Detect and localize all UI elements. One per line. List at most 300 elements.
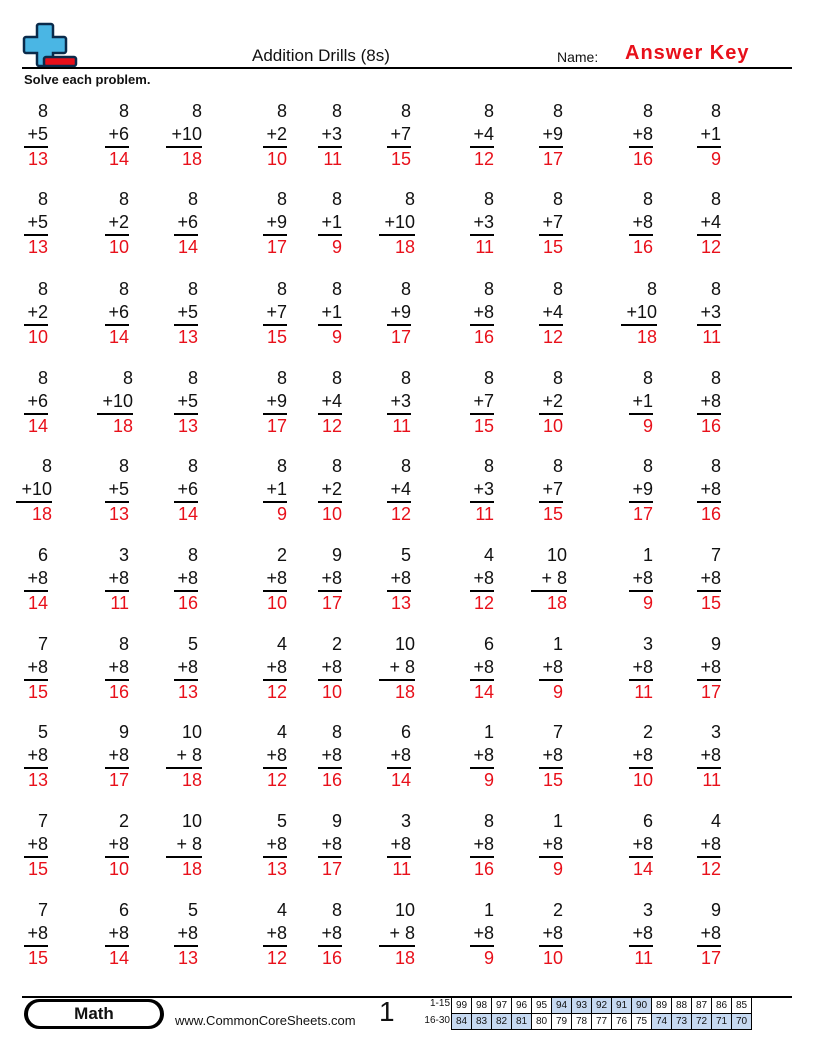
sum-line	[174, 679, 198, 681]
sum-line	[263, 324, 287, 326]
sum-line	[166, 767, 202, 769]
addend-bottom: + 8	[389, 923, 415, 943]
addend-bottom: +2	[266, 124, 287, 144]
score-cell: 70	[732, 1014, 752, 1030]
answer-sum: 17	[108, 770, 129, 790]
addend-top: 3	[710, 722, 721, 742]
addition-problem	[172, 545, 198, 615]
addend-bottom: +8	[266, 657, 287, 677]
score-row	[452, 998, 752, 1014]
sum-line	[629, 856, 653, 858]
answer-sum: 10	[266, 593, 287, 613]
addend-top: 8	[331, 722, 342, 742]
answer-sum: 15	[700, 593, 721, 613]
addend-top: 7	[710, 545, 721, 565]
sum-line	[105, 146, 129, 148]
addend-bottom: +4	[321, 391, 342, 411]
answer-sum: 12	[266, 682, 287, 702]
addend-bottom: +8	[473, 657, 494, 677]
sum-line	[318, 324, 342, 326]
addend-bottom: +8	[108, 745, 129, 765]
answer-sum: 10	[542, 948, 563, 968]
addend-bottom: +8	[321, 923, 342, 943]
sum-line	[105, 856, 129, 858]
sum-line	[539, 234, 563, 236]
addend-bottom: +1	[321, 302, 342, 322]
addend-bottom: +7	[266, 302, 287, 322]
addend-bottom: +3	[321, 124, 342, 144]
addend-top: 8	[642, 189, 653, 209]
answer-sum: 9	[552, 682, 563, 702]
addend-bottom: +8	[177, 657, 198, 677]
score-cell: 92	[592, 998, 612, 1014]
addition-problem	[316, 900, 342, 970]
sum-line	[105, 234, 129, 236]
sum-line	[470, 679, 494, 681]
addend-bottom: +8	[108, 657, 129, 677]
addend-top: 4	[276, 900, 287, 920]
addend-top: 8	[552, 279, 563, 299]
addend-bottom: +5	[108, 479, 129, 499]
answer-sum: 15	[266, 327, 287, 347]
addition-problem	[695, 634, 721, 704]
addend-top: 8	[37, 368, 48, 388]
sum-line	[531, 590, 567, 592]
addend-bottom: +8	[27, 834, 48, 854]
addition-problem	[695, 545, 721, 615]
addend-top: 8	[552, 368, 563, 388]
addition-problem	[537, 279, 563, 349]
addition-problem	[695, 722, 721, 792]
addend-bottom: +8	[700, 391, 721, 411]
addition-problem	[695, 189, 721, 259]
addend-top: 8	[276, 456, 287, 476]
addition-problem	[316, 101, 342, 171]
answer-sum: 14	[632, 859, 653, 879]
addition-problem	[627, 634, 653, 704]
addition-problem	[316, 811, 342, 881]
addition-problem	[537, 189, 563, 259]
addend-bottom: +8	[700, 834, 721, 854]
addend-bottom: +1	[266, 479, 287, 499]
answer-sum: 13	[108, 504, 129, 524]
sum-line	[629, 501, 653, 503]
sum-line	[470, 413, 494, 415]
answer-sum: 12	[390, 504, 411, 524]
score-cell: 87	[692, 998, 712, 1014]
addition-problem	[377, 900, 415, 970]
sum-line	[166, 856, 202, 858]
sum-line	[621, 324, 657, 326]
sum-line	[105, 324, 129, 326]
score-cell: 81	[512, 1014, 532, 1030]
answer-sum: 18	[112, 416, 133, 436]
addend-bottom: +4	[542, 302, 563, 322]
addend-bottom: +4	[473, 124, 494, 144]
addition-problem	[468, 634, 494, 704]
sum-line	[318, 590, 342, 592]
addition-problem	[316, 456, 342, 526]
sum-line	[318, 501, 342, 503]
addition-problem	[103, 900, 129, 970]
answer-sum: 14	[108, 149, 129, 169]
addend-top: 3	[400, 811, 411, 831]
addition-problem	[172, 189, 198, 259]
addend-top: 8	[118, 279, 129, 299]
addition-problem	[695, 368, 721, 438]
answer-sum: 16	[473, 859, 494, 879]
answer-sum: 17	[700, 682, 721, 702]
sum-line	[24, 413, 48, 415]
addend-top: 2	[642, 722, 653, 742]
sum-line	[697, 679, 721, 681]
answer-sum: 18	[546, 593, 567, 613]
addend-bottom: +6	[27, 391, 48, 411]
answer-sum: 13	[177, 682, 198, 702]
sum-line	[379, 679, 415, 681]
addend-bottom: +8	[27, 923, 48, 943]
sum-line	[387, 413, 411, 415]
answer-sum: 16	[632, 149, 653, 169]
score-cell: 78	[572, 1014, 592, 1030]
score-row-label: 16-30	[424, 1015, 450, 1026]
instructions: Solve each problem.	[24, 72, 151, 87]
sum-line	[24, 767, 48, 769]
addition-problem	[385, 811, 411, 881]
addend-bottom: +6	[177, 479, 198, 499]
addend-bottom: +6	[108, 124, 129, 144]
addend-bottom: +7	[542, 479, 563, 499]
answer-sum: 10	[108, 859, 129, 879]
addend-bottom: +2	[108, 212, 129, 232]
addend-bottom: +8	[177, 568, 198, 588]
addition-problem	[316, 189, 342, 259]
answer-sum: 18	[31, 504, 52, 524]
answer-sum: 16	[473, 327, 494, 347]
addition-problem	[261, 811, 287, 881]
sum-line	[105, 945, 129, 947]
addend-top: 8	[187, 368, 198, 388]
addend-bottom: +8	[542, 745, 563, 765]
sum-line	[629, 413, 653, 415]
addend-top: 7	[37, 634, 48, 654]
addend-top: 8	[404, 189, 415, 209]
addend-bottom: +5	[27, 124, 48, 144]
addend-top: 8	[331, 189, 342, 209]
sum-line	[263, 413, 287, 415]
sum-line	[263, 146, 287, 148]
sum-line	[174, 501, 198, 503]
answer-sum: 14	[390, 770, 411, 790]
addend-top: 8	[400, 101, 411, 121]
answer-sum: 18	[394, 682, 415, 702]
answer-sum: 13	[266, 859, 287, 879]
sum-line	[470, 501, 494, 503]
addend-bottom: +8	[632, 834, 653, 854]
addend-top: 1	[552, 634, 563, 654]
answer-sum: 11	[634, 948, 653, 968]
sum-line	[174, 945, 198, 947]
addend-bottom: +3	[390, 391, 411, 411]
addend-top: 8	[400, 456, 411, 476]
addend-top: 3	[642, 900, 653, 920]
addition-problem	[695, 456, 721, 526]
score-cell: 98	[472, 998, 492, 1014]
addend-bottom: +7	[390, 124, 411, 144]
addend-bottom: +8	[632, 568, 653, 588]
addition-problem	[316, 722, 342, 792]
answer-sum: 9	[331, 237, 342, 257]
sum-line	[470, 767, 494, 769]
sum-line	[629, 679, 653, 681]
addend-top: 8	[118, 634, 129, 654]
score-cell: 97	[492, 998, 512, 1014]
answer-sum: 11	[392, 416, 411, 436]
addend-bottom: +8	[700, 568, 721, 588]
answer-sum: 13	[390, 593, 411, 613]
answer-sum: 15	[390, 149, 411, 169]
sum-line	[629, 945, 653, 947]
addend-top: 9	[710, 900, 721, 920]
sum-line	[697, 501, 721, 503]
sum-line	[697, 856, 721, 858]
addend-top: 8	[118, 101, 129, 121]
addend-bottom: +8	[473, 923, 494, 943]
sum-line	[24, 146, 48, 148]
addition-problem	[103, 811, 129, 881]
sum-line	[97, 413, 133, 415]
sum-line	[105, 590, 129, 592]
addend-bottom: +8	[473, 834, 494, 854]
addition-problem	[103, 456, 129, 526]
addend-top: 5	[276, 811, 287, 831]
sum-line	[318, 945, 342, 947]
addition-problem	[103, 279, 129, 349]
score-cell: 94	[552, 998, 572, 1014]
answer-sum: 11	[702, 770, 721, 790]
addend-top: 8	[642, 101, 653, 121]
addition-problem	[172, 456, 198, 526]
sum-line	[387, 767, 411, 769]
addend-top: 8	[400, 368, 411, 388]
addition-problem	[22, 101, 48, 171]
sum-line	[470, 945, 494, 947]
addition-problem	[537, 811, 563, 881]
sum-line	[539, 945, 563, 947]
addend-top: 7	[37, 900, 48, 920]
addend-bottom: +9	[390, 302, 411, 322]
addition-problem	[385, 722, 411, 792]
score-cell: 79	[552, 1014, 572, 1030]
addition-problem	[164, 811, 202, 881]
sum-line	[318, 234, 342, 236]
addition-problem	[537, 634, 563, 704]
addend-top: 8	[400, 279, 411, 299]
addition-problem	[261, 368, 287, 438]
answer-sum: 15	[542, 504, 563, 524]
addend-bottom: +10	[21, 479, 52, 499]
addend-top: 8	[41, 456, 52, 476]
answer-sum: 9	[483, 770, 494, 790]
sum-line	[263, 590, 287, 592]
sum-line	[539, 501, 563, 503]
addend-bottom: +8	[473, 302, 494, 322]
addend-top: 1	[552, 811, 563, 831]
sum-line	[318, 413, 342, 415]
sum-line	[470, 324, 494, 326]
addend-bottom: +2	[27, 302, 48, 322]
addend-top: 8	[483, 368, 494, 388]
sum-line	[697, 767, 721, 769]
sum-line	[318, 856, 342, 858]
addition-problem	[468, 368, 494, 438]
addition-problem	[627, 545, 653, 615]
addend-bottom: + 8	[176, 745, 202, 765]
addition-problem	[468, 101, 494, 171]
addition-problem	[385, 545, 411, 615]
sum-line	[263, 679, 287, 681]
answer-sum: 13	[27, 770, 48, 790]
score-cell: 75	[632, 1014, 652, 1030]
addend-top: 9	[118, 722, 129, 742]
addend-bottom: +8	[27, 568, 48, 588]
addend-bottom: +8	[390, 834, 411, 854]
addend-bottom: +8	[108, 923, 129, 943]
addend-top: 8	[331, 279, 342, 299]
addition-problem	[468, 900, 494, 970]
answer-sum: 17	[542, 149, 563, 169]
addend-top: 8	[276, 368, 287, 388]
answer-sum: 16	[321, 948, 342, 968]
addend-bottom: + 8	[541, 568, 567, 588]
addend-top: 8	[118, 189, 129, 209]
addend-top: 9	[710, 634, 721, 654]
answer-sum: 12	[542, 327, 563, 347]
addition-problem	[22, 900, 48, 970]
score-cell: 93	[572, 998, 592, 1014]
addition-problem	[627, 101, 653, 171]
answer-sum: 9	[552, 859, 563, 879]
addend-bottom: +3	[700, 302, 721, 322]
answer-sum: 15	[27, 948, 48, 968]
answer-sum: 11	[702, 327, 721, 347]
addend-top: 8	[276, 189, 287, 209]
addition-problem	[385, 279, 411, 349]
score-cell: 72	[692, 1014, 712, 1030]
answer-sum: 13	[177, 327, 198, 347]
sum-line	[379, 945, 415, 947]
addend-top: 8	[710, 456, 721, 476]
score-cell: 96	[512, 998, 532, 1014]
answer-sum: 11	[634, 682, 653, 702]
addend-bottom: +8	[542, 657, 563, 677]
addend-top: 8	[331, 101, 342, 121]
answer-sum: 14	[177, 237, 198, 257]
answer-sum: 11	[475, 237, 494, 257]
addend-bottom: +10	[171, 124, 202, 144]
addend-top: 8	[118, 456, 129, 476]
addition-problem	[172, 634, 198, 704]
answer-sum: 12	[266, 770, 287, 790]
addend-top: 8	[552, 456, 563, 476]
addend-bottom: +4	[700, 212, 721, 232]
addition-problem	[468, 722, 494, 792]
addition-problem	[14, 456, 52, 526]
addition-problem	[627, 189, 653, 259]
answer-sum: 9	[642, 593, 653, 613]
sum-line	[166, 146, 202, 148]
addend-bottom: +8	[321, 657, 342, 677]
sum-line	[24, 856, 48, 858]
sum-line	[539, 413, 563, 415]
addend-top: 5	[187, 634, 198, 654]
answer-sum: 16	[700, 504, 721, 524]
addend-top: 8	[710, 189, 721, 209]
sum-line	[263, 501, 287, 503]
addition-problem	[316, 368, 342, 438]
answer-sum: 17	[632, 504, 653, 524]
sum-line	[387, 324, 411, 326]
addition-problem	[529, 545, 567, 615]
answer-sum: 11	[475, 504, 494, 524]
addend-top: 8	[483, 279, 494, 299]
addend-bottom: +8	[632, 657, 653, 677]
addend-top: 8	[187, 189, 198, 209]
answer-sum: 10	[321, 682, 342, 702]
answer-sum: 16	[177, 593, 198, 613]
sum-line	[387, 856, 411, 858]
sum-line	[629, 767, 653, 769]
addend-bottom: +5	[27, 212, 48, 232]
answer-sum: 14	[27, 416, 48, 436]
addition-problem	[385, 101, 411, 171]
score-cell: 85	[732, 998, 752, 1014]
addend-top: 10	[181, 722, 202, 742]
sum-line	[263, 856, 287, 858]
answer-sum: 11	[110, 593, 129, 613]
addend-top: 8	[331, 456, 342, 476]
addition-problem	[627, 456, 653, 526]
addition-problem	[468, 189, 494, 259]
addition-problem	[22, 279, 48, 349]
addend-top: 8	[483, 101, 494, 121]
sum-line	[697, 945, 721, 947]
addition-problem	[261, 722, 287, 792]
sum-line	[318, 679, 342, 681]
answer-sum: 12	[473, 149, 494, 169]
addend-bottom: +8	[632, 745, 653, 765]
addition-problem	[22, 811, 48, 881]
addend-bottom: +9	[632, 479, 653, 499]
sum-line	[105, 679, 129, 681]
addend-top: 6	[642, 811, 653, 831]
addend-top: 8	[483, 811, 494, 831]
score-cell: 99	[452, 998, 472, 1014]
sum-line	[629, 234, 653, 236]
sum-line	[263, 767, 287, 769]
sum-line	[174, 234, 198, 236]
addend-top: 2	[331, 634, 342, 654]
addend-top: 8	[331, 368, 342, 388]
addition-problem	[627, 811, 653, 881]
answer-sum: 12	[321, 416, 342, 436]
addition-problem	[103, 101, 129, 171]
addend-bottom: +1	[321, 212, 342, 232]
addend-top: 8	[187, 545, 198, 565]
addition-problem	[22, 368, 48, 438]
addend-top: 7	[37, 811, 48, 831]
addend-top: 3	[642, 634, 653, 654]
